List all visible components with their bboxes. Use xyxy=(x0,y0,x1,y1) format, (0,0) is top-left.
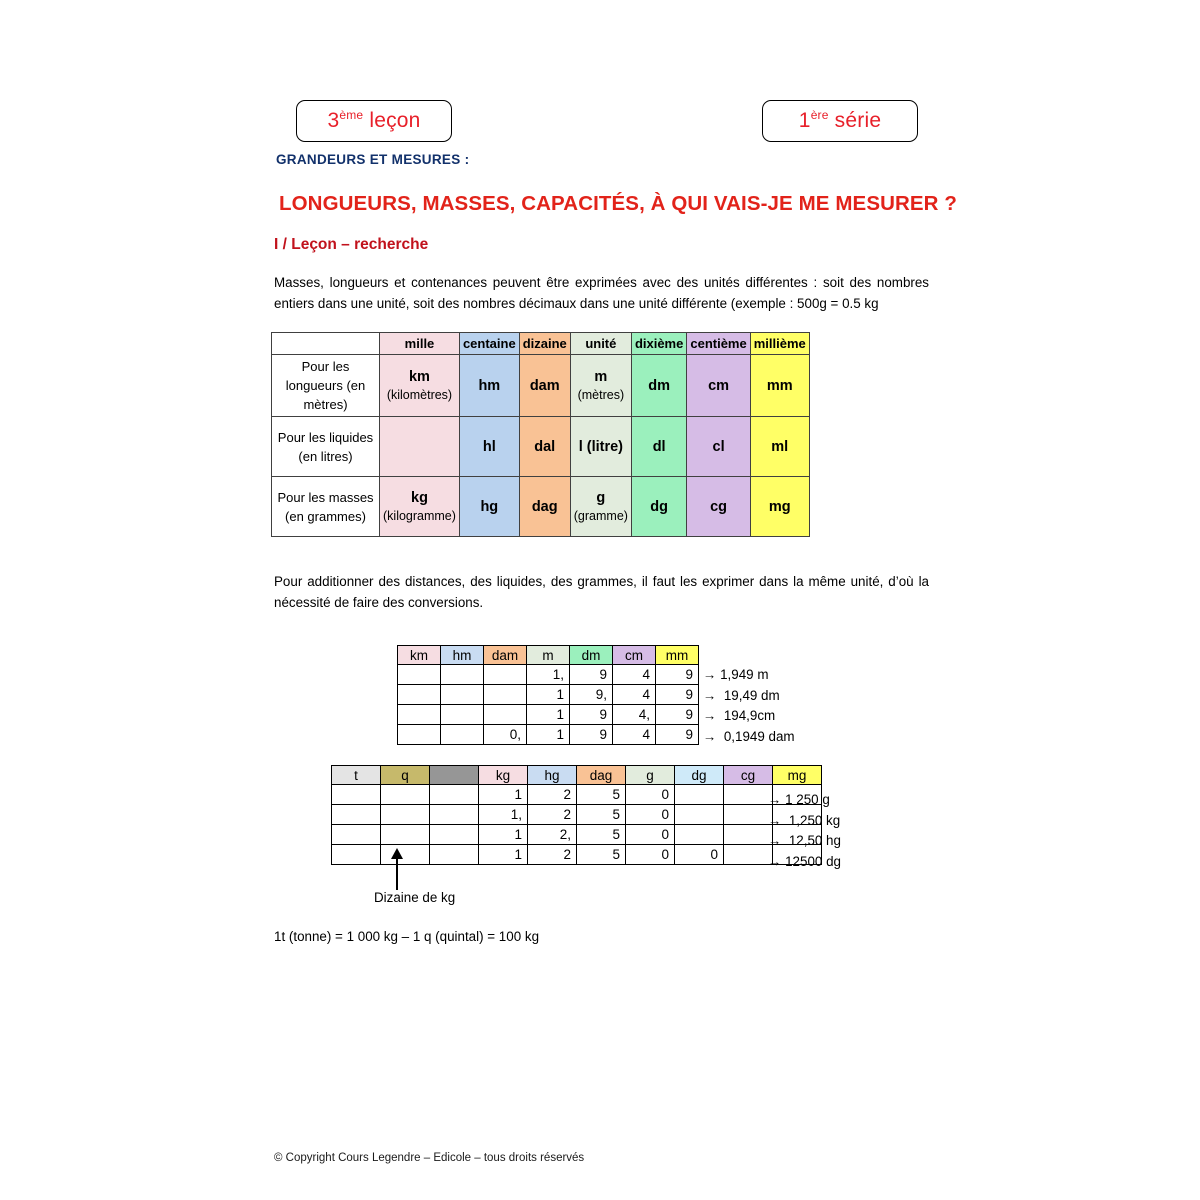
conv-digit-cell: 9 xyxy=(656,685,699,705)
conv-header-m: m xyxy=(527,646,570,665)
conv-digit-cell: 1, xyxy=(479,805,528,825)
conv-digit-cell xyxy=(724,845,773,865)
units-cell xyxy=(459,417,519,477)
conv-digit-cell: 4 xyxy=(613,685,656,705)
units-cell xyxy=(631,417,686,477)
conv-digit-cell xyxy=(724,825,773,845)
section-subtitle: I / Leçon – recherche xyxy=(274,236,429,253)
conv-digit-cell: 1 xyxy=(527,725,570,745)
conv-digit-cell: 1 xyxy=(479,785,528,805)
conv-digit-cell: 9 xyxy=(570,665,613,685)
conv-digit-cell xyxy=(332,805,381,825)
mass-conversion-table xyxy=(331,765,822,865)
conv-digit-cell xyxy=(332,825,381,845)
conv-digit-cell: 4 xyxy=(613,725,656,745)
conv-digit-cell xyxy=(675,785,724,805)
conv-digit-cell: 0, xyxy=(484,725,527,745)
conv-digit-cell: 0 xyxy=(626,845,675,865)
length-conversion-table xyxy=(397,645,699,745)
conv-header-t: t xyxy=(332,766,381,785)
conversion-result: → 1,250 kg xyxy=(768,812,841,828)
units-cell xyxy=(750,355,809,417)
tonne-equivalence-note: 1t (tonne) = 1 000 kg – 1 q (quintal) = 100 kg xyxy=(274,929,540,944)
units-cell xyxy=(459,477,519,537)
units-cell xyxy=(519,355,570,417)
conv-header-dag: dag xyxy=(577,766,626,785)
units-table-header-centaine: centaine xyxy=(459,333,519,355)
conv-digit-cell: 9 xyxy=(570,705,613,725)
conv-digit-cell: 5 xyxy=(577,825,626,845)
unit-symbol: cg xyxy=(710,498,727,515)
unit-symbol: m xyxy=(594,368,608,385)
unit-fullname: (gramme) xyxy=(573,508,628,523)
units-cell xyxy=(380,417,460,477)
conv-digit-cell xyxy=(484,685,527,705)
conv-digit-cell: 1 xyxy=(479,825,528,845)
conv-header-hm: hm xyxy=(441,646,484,665)
unit-symbol: dag xyxy=(531,498,558,515)
units-table-row xyxy=(272,355,810,417)
units-cell xyxy=(519,477,570,537)
units-cell xyxy=(687,355,750,417)
mass-table-header-row xyxy=(332,766,822,785)
units-table-header-mille: mille xyxy=(380,333,460,355)
units-row-label: Pour les liquides (en litres) xyxy=(272,417,380,477)
up-arrow-icon xyxy=(395,848,398,888)
unit-symbol: ml xyxy=(771,438,789,455)
conv-table-row xyxy=(332,785,822,805)
lesson-number-badge xyxy=(296,100,452,142)
length-conversion-results xyxy=(703,665,795,747)
unit-symbol: dal xyxy=(534,438,556,455)
conv-digit-cell xyxy=(441,705,484,725)
conversion-result: → 12500 dg xyxy=(768,853,841,869)
conv-digit-cell: 5 xyxy=(577,845,626,865)
units-cell xyxy=(570,417,631,477)
units-table-header-dizaine: dizaine xyxy=(519,333,570,355)
conv-digit-cell: 4 xyxy=(613,665,656,685)
unit-symbol: kg xyxy=(411,489,428,506)
conv-digit-cell: 5 xyxy=(577,785,626,805)
conv-header-dm: dm xyxy=(570,646,613,665)
conv-digit-cell xyxy=(430,825,479,845)
conv-digit-cell xyxy=(441,665,484,685)
units-cell xyxy=(750,417,809,477)
unit-symbol: dam xyxy=(529,377,560,394)
conv-digit-cell xyxy=(381,825,430,845)
length-table-header-row xyxy=(398,646,699,665)
unit-symbol: hl xyxy=(482,438,496,455)
conv-digit-cell xyxy=(675,805,724,825)
conv-header-kg: kg xyxy=(479,766,528,785)
unit-symbol: mm xyxy=(766,377,793,394)
conv-digit-cell xyxy=(332,845,381,865)
conv-digit-cell xyxy=(381,785,430,805)
conv-digit-cell xyxy=(675,825,724,845)
unit-symbol: g xyxy=(596,489,606,506)
unit-symbol: dg xyxy=(650,498,668,515)
arrow-annotation-label: Dizaine de kg xyxy=(374,890,456,905)
unit-symbol: cm xyxy=(708,377,730,394)
copyright-footer: © Copyright Cours Legendre – Edicole – tous droits réservés xyxy=(274,1152,585,1164)
conv-digit-cell: 9 xyxy=(656,725,699,745)
conv-header-cm: cm xyxy=(613,646,656,665)
unit-symbol: l (litre) xyxy=(578,438,623,455)
conversion-result: → 1 250 g xyxy=(768,792,830,807)
lesson-badge-text: 3ème leçon xyxy=(327,108,421,132)
conv-digit-cell: 2 xyxy=(528,805,577,825)
conv-digit-cell xyxy=(724,805,773,825)
conv-digit-cell xyxy=(441,725,484,745)
conversion-result: → 1,949 m xyxy=(703,667,769,682)
conv-digit-cell: 0 xyxy=(626,805,675,825)
conv-digit-cell: 2 xyxy=(528,845,577,865)
conv-header-mm: mm xyxy=(656,646,699,665)
conversion-result: → 12,50 hg xyxy=(768,833,841,848)
series-badge-text: 1ère série xyxy=(798,108,882,132)
conv-digit-cell xyxy=(398,705,441,725)
conv-digit-cell: 0 xyxy=(626,785,675,805)
conv-header-g: g xyxy=(626,766,675,785)
conv-digit-cell: 9, xyxy=(570,685,613,705)
units-cell xyxy=(380,477,460,537)
conv-digit-cell: 4, xyxy=(613,705,656,725)
units-table-corner-cell xyxy=(272,333,380,355)
conv-digit-cell xyxy=(398,665,441,685)
conv-header-dam: dam xyxy=(484,646,527,665)
conv-digit-cell xyxy=(484,705,527,725)
conv-table-row xyxy=(398,665,699,685)
unit-symbol: dm xyxy=(648,377,671,394)
conv-digit-cell: 9 xyxy=(656,705,699,725)
unit-symbol: km xyxy=(408,368,430,385)
units-row-label: Pour les masses (en grammes) xyxy=(272,477,380,537)
conv-digit-cell xyxy=(484,665,527,685)
conv-digit-cell: 9 xyxy=(570,725,613,745)
conv-header-dg: dg xyxy=(675,766,724,785)
conv-header-blank xyxy=(430,766,479,785)
conv-digit-cell xyxy=(332,785,381,805)
unit-symbol: mg xyxy=(768,498,791,515)
mass-conversion-results xyxy=(768,790,841,872)
conv-digit-cell xyxy=(430,785,479,805)
unit-symbol: hg xyxy=(480,498,499,515)
conv-header-cg: cg xyxy=(724,766,773,785)
conversion-result: → 194,9cm xyxy=(703,708,776,723)
unit-symbol: hm xyxy=(478,377,501,394)
units-cell xyxy=(687,477,750,537)
conv-digit-cell: 1 xyxy=(527,685,570,705)
page-title: LONGUEURS, MASSES, CAPACITÉS, À QUI VAIS-JE ME MESURER ? xyxy=(279,192,957,215)
conv-header-q: q xyxy=(381,766,430,785)
conv-digit-cell xyxy=(381,845,430,865)
arrow-shaft xyxy=(396,856,398,890)
conv-digit-cell xyxy=(398,725,441,745)
series-number-badge xyxy=(762,100,918,142)
units-table-header-millième: millième xyxy=(750,333,809,355)
conv-digit-cell: 1 xyxy=(479,845,528,865)
units-cell xyxy=(380,355,460,417)
conv-table-row xyxy=(332,805,822,825)
conv-digit-cell xyxy=(381,805,430,825)
conv-table-row xyxy=(332,845,822,865)
conv-digit-cell xyxy=(430,805,479,825)
section-kicker: GRANDEURS ET MESURES : xyxy=(276,152,470,167)
units-table-header-unité: unité xyxy=(570,333,631,355)
conv-digit-cell: 0 xyxy=(626,825,675,845)
units-table-header-row xyxy=(272,333,810,355)
units-table-row xyxy=(272,477,810,537)
conversion-explanation-paragraph: Pour additionner des distances, des liquides, des grammes, il faut les exprimer dans la même unité, d’où la nécessité de faire des conversions. xyxy=(274,574,929,610)
units-cell xyxy=(631,355,686,417)
units-cell xyxy=(750,477,809,537)
conv-table-row xyxy=(332,825,822,845)
conv-table-row xyxy=(398,725,699,745)
units-table-header-centième: centième xyxy=(687,333,750,355)
units-cell xyxy=(519,417,570,477)
conversion-result: → 19,49 dm xyxy=(703,687,780,703)
units-cell xyxy=(570,355,631,417)
unit-symbol: cl xyxy=(712,438,725,455)
conv-digit-cell: 0 xyxy=(675,845,724,865)
conv-digit-cell xyxy=(441,685,484,705)
conv-digit-cell: 2, xyxy=(528,825,577,845)
conv-digit-cell: 9 xyxy=(656,665,699,685)
unit-symbol: dl xyxy=(652,438,666,455)
conv-digit-cell xyxy=(398,685,441,705)
conv-digit-cell xyxy=(724,785,773,805)
conv-digit-cell: 5 xyxy=(577,805,626,825)
units-cell xyxy=(459,355,519,417)
conv-digit-cell: 1 xyxy=(527,705,570,725)
unit-fullname: (kilogramme) xyxy=(383,508,456,523)
units-cell xyxy=(631,477,686,537)
conv-table-row xyxy=(398,685,699,705)
units-cell xyxy=(687,417,750,477)
unit-fullname: (kilomètres) xyxy=(386,387,453,402)
units-cell xyxy=(570,477,631,537)
conv-digit-cell: 2 xyxy=(528,785,577,805)
conv-digit-cell xyxy=(430,845,479,865)
conv-header-km: km xyxy=(398,646,441,665)
conv-header-hg: hg xyxy=(528,766,577,785)
units-row-label: Pour les longueurs (en mètres) xyxy=(272,355,380,417)
conv-header-mg: mg xyxy=(773,766,822,785)
units-table-row xyxy=(272,417,810,477)
conv-table-row xyxy=(398,705,699,725)
units-table-header-dixième: dixième xyxy=(631,333,686,355)
conv-digit-cell: 1, xyxy=(527,665,570,685)
unit-fullname: (mètres) xyxy=(577,387,625,402)
intro-paragraph: Masses, longueurs et contenances peuvent être exprimées avec des unités différentes : soit des nombres entiers dans une unité, soit des nombres décimaux dans une unité différente (exemple : 500g = 0.5 kg xyxy=(274,275,929,311)
units-reference-table xyxy=(271,332,810,537)
conversion-result: → 0,1949 dam xyxy=(703,728,795,744)
